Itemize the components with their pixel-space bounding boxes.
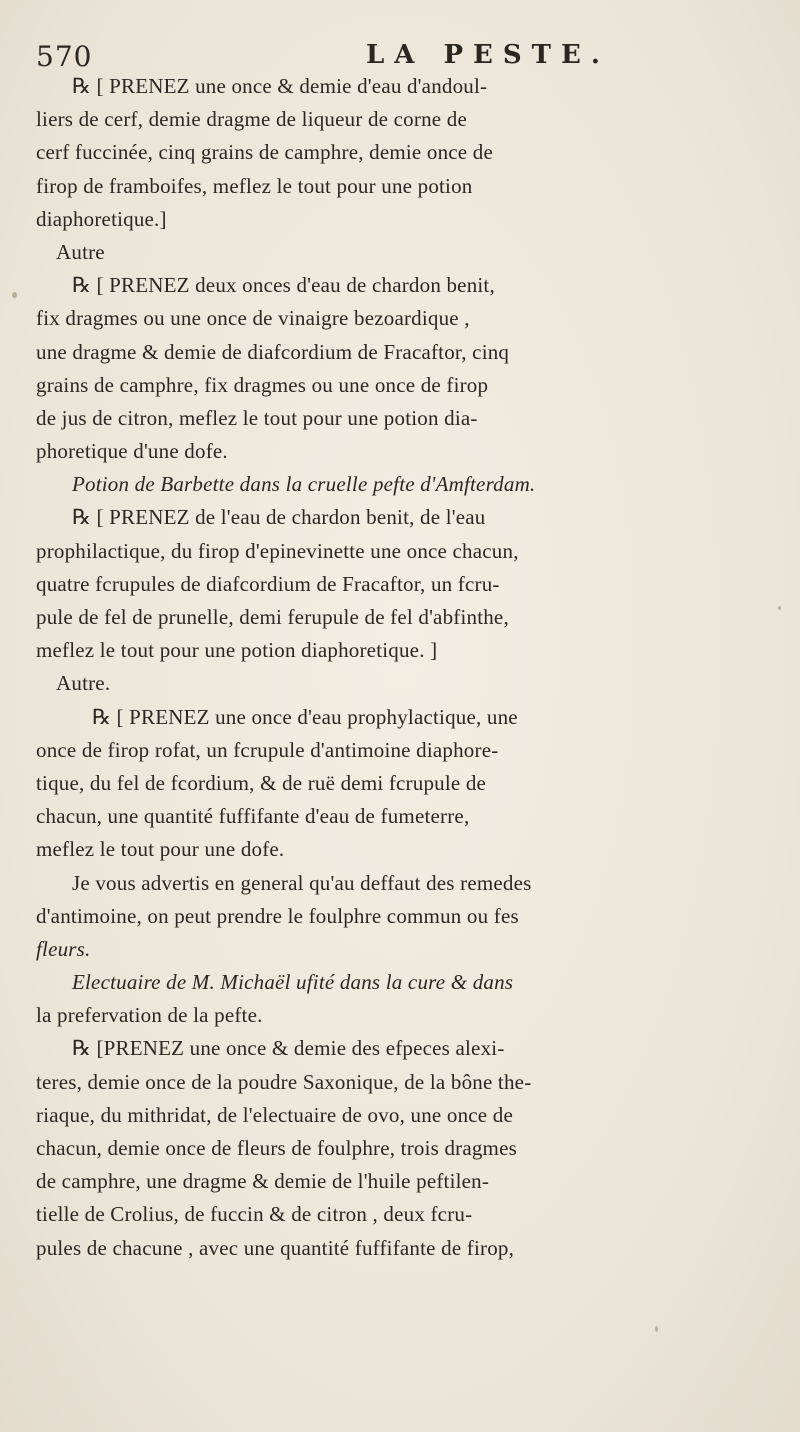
text-line: once de firop rofat, un fcrupule d'antimoine diaphore- [36, 737, 499, 762]
text-line: de jus de citron, meflez le tout pour une potion dia- [36, 405, 478, 430]
section-heading: Autre. [56, 671, 111, 696]
text-line: fleurs. [36, 936, 91, 961]
text-line: liers de cerf, demie dragme de liqueur de corne de [36, 107, 467, 132]
running-title: LA PESTE. [366, 40, 610, 70]
paper-speck [12, 292, 17, 298]
page-number: 570 [36, 40, 93, 73]
text-line: ℞ [ PRENEZ une once & demie d'eau d'andoul- [72, 74, 488, 98]
text-line: la prefervation de la pefte. [36, 1003, 263, 1028]
paper-speck [778, 606, 781, 610]
section-heading: Potion de Barbette dans la cruelle pefte d'Amfterdam. [72, 472, 536, 497]
text-line: fix dragmes ou une once de vinaigre bezoardique , [36, 306, 470, 331]
text-line: chacun, une quantité fuffifante d'eau de fumeterre, [36, 804, 470, 829]
text-line: une dragme & demie de diafcordium de Fracaftor, cinq [36, 339, 510, 364]
paper-speck [655, 1326, 658, 1332]
text-line: firop de framboifes, meflez le tout pour une potion [36, 173, 473, 198]
text-line: phoretique d'une dofe. [36, 439, 228, 464]
text-line: grains de camphre, fix dragmes ou une once de firop [36, 372, 489, 397]
body-text [36, 70, 788, 1265]
text-line: chacun, demie once de fleurs de foulphre, trois dragmes [36, 1136, 517, 1160]
text-line: tielle de Crolius, de fuccin & de citron , deux fcru- [36, 1202, 473, 1227]
text-line: meflez le tout pour une potion diaphoretique. ] [36, 638, 438, 663]
text-line: d'antimoine, on peut prendre le foulphre commun ou fes [36, 903, 519, 928]
text-line: ℞ [ PRENEZ une once d'eau prophylactique, une [92, 704, 518, 729]
text-line: riaque, du mithridat, de l'electuaire de ovo, une once de [36, 1102, 513, 1127]
text-line: quatre fcrupules de diafcordium de Fracaftor, un fcru- [36, 571, 500, 596]
text-line: prophilactique, du firop d'epinevinette une once chacun, [36, 538, 519, 563]
text-line: diaphoretique.] [36, 206, 167, 231]
text-line: meflez le tout pour une dofe. [36, 837, 285, 862]
text-line: Je vous advertis en general qu'au deffaut des remedes [72, 870, 532, 895]
text-line: teres, demie once de la poudre Saxonique, de la bône the- [36, 1069, 532, 1094]
text-line: cerf fuccinée, cinq grains de camphre, demie once de [36, 140, 493, 165]
section-heading: Autre [56, 239, 105, 264]
text-line: pule de fel de prunelle, demi ferupule de fel d'abfinthe, [36, 605, 509, 629]
text-line: de camphre, une dragme & demie de l'huile peftilen- [36, 1169, 490, 1194]
text-line: ℞ [ PRENEZ deux onces d'eau de chardon benit, [72, 273, 495, 298]
text-line: ℞ [PRENEZ une once & demie des efpeces alexi- [72, 1036, 505, 1061]
text-line: tique, du fel de fcordium, & de ruë demi fcrupule de [36, 770, 487, 795]
text-line: pules de chacune , avec une quantité fuffifante de firop, [36, 1235, 515, 1260]
section-heading: Electuaire de M. Michaël ufité dans la cure & dans [72, 970, 514, 995]
text-line: ℞ [ PRENEZ de l'eau de chardon benit, de l'eau [72, 505, 486, 530]
